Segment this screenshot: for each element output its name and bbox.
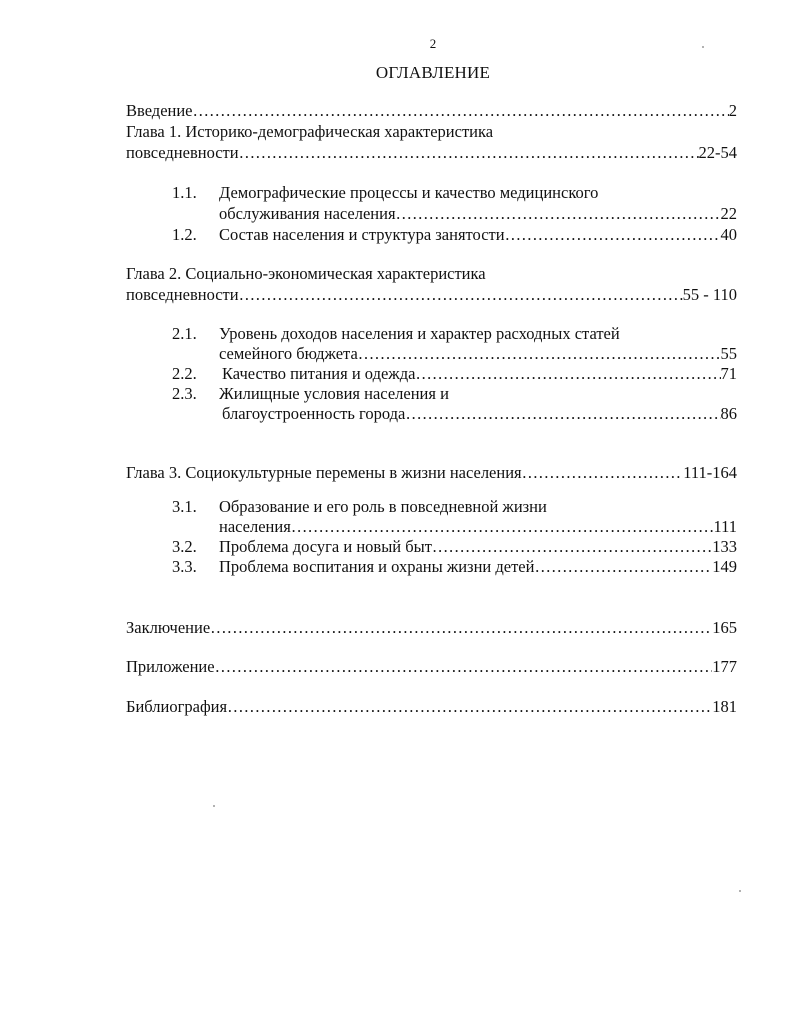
section-number: 2.1. [172,324,197,343]
leader-dots [396,204,721,224]
toc-entry-title: Проблема досуга и новый быт [219,537,432,556]
toc-entry-page: 133 [712,537,737,556]
toc-entry-title: Библиография [126,697,228,716]
toc-entry-title: Качество питания и одежда [222,364,416,383]
leader-dots [239,285,683,305]
toc-chapter-1-title[interactable]: Глава 1. Историко-демографическая характеристика [126,122,494,141]
toc-chapter-2-title[interactable]: Глава 2. Социально-экономическая характеристика [126,264,486,283]
toc-entry-section-3-1[interactable] [219,517,737,537]
section-number: 3.1. [172,497,197,516]
scan-speck [213,805,215,807]
toc-entry-page: 111-164 [683,463,737,482]
toc-entry-title: населения [219,517,291,536]
leader-dots [405,404,720,424]
toc-entry-page: 55 [720,344,737,363]
leader-dots [358,344,721,364]
toc-entry-title: Глава 3. Социокультурные перемены в жизни населения [126,463,522,482]
toc-entry-section-2-1[interactable] [219,344,737,364]
toc-section-2-3-title[interactable]: Жилищные условия населения и [219,384,449,403]
toc-entry-section-3-3[interactable] [219,557,737,577]
toc-entry-page: 22-54 [698,143,737,162]
toc-entry-section-2-3[interactable] [222,404,737,424]
toc-entry-page: 165 [712,618,737,637]
toc-title: ОГЛАВЛЕНИЕ [375,63,491,82]
toc-entry-section-2-2[interactable] [222,364,737,384]
leader-dots [505,225,721,245]
section-number: 3.2. [172,537,197,556]
toc-entry-chapter-2[interactable] [126,285,737,305]
leader-dots [522,463,684,483]
leader-dots [193,101,729,121]
toc-entry-title: благоустроенность города [222,404,406,423]
toc-section-3-1-title[interactable]: Образование и его роль в повседневной жизни [219,497,547,516]
leader-dots [227,697,712,717]
toc-entry-title: повседневности [126,143,239,162]
toc-entry-page: 40 [720,225,737,244]
leader-dots [291,517,714,537]
toc-entry-page: 86 [720,404,737,423]
toc-entry-title: Приложение [126,657,215,676]
toc-entry-section-3-2[interactable] [219,537,737,557]
leader-dots [239,143,699,163]
toc-entry-page: 181 [712,697,737,716]
leader-dots [534,557,712,577]
toc-entry-section-1-2[interactable] [219,225,737,245]
toc-section-1-1-title[interactable]: Демографические процессы и качество медицинского [219,183,599,202]
section-number: 3.3. [172,557,197,576]
toc-entry-title: семейного бюджета [219,344,358,363]
toc-entry-title: Введение [126,101,193,120]
toc-entry-page: 2 [728,101,737,120]
leader-dots [215,657,713,677]
leader-dots [432,537,712,557]
toc-entry-title: обслуживания населения [219,204,396,223]
section-number: 2.3. [172,384,197,403]
toc-entry-section-1-1[interactable] [219,204,737,224]
leader-dots [210,618,712,638]
toc-entry-title: Состав населения и структура занятости [219,225,505,244]
toc-section-2-1-title[interactable]: Уровень доходов населения и характер расходных статей [219,324,620,343]
section-number: 1.2. [172,225,197,244]
toc-entry-chapter-1[interactable] [126,143,737,163]
toc-entry-page: 55 - 110 [682,285,737,304]
toc-entry-title: повседневности [126,285,239,304]
page-number: 2 [429,36,437,51]
toc-entry-page: 149 [712,557,737,576]
toc-entry-intro[interactable] [126,101,737,121]
section-number: 2.2. [172,364,197,383]
toc-entry-page: 71 [720,364,737,383]
section-number: 1.1. [172,183,197,202]
toc-entry-conclusion[interactable] [126,618,737,638]
scan-speck [702,46,704,48]
toc-entry-page: 111 [713,517,737,536]
toc-entry-appendix[interactable] [126,657,737,677]
scan-speck [739,890,741,892]
leader-dots [415,364,720,384]
toc-entry-page: 22 [720,204,737,223]
toc-entry-title: Проблема воспитания и охраны жизни детей [219,557,535,576]
toc-entry-chapter-3[interactable] [126,463,737,483]
toc-entry-page: 177 [712,657,737,676]
toc-entry-bibliography[interactable] [126,697,737,717]
toc-entry-title: Заключение [126,618,211,637]
